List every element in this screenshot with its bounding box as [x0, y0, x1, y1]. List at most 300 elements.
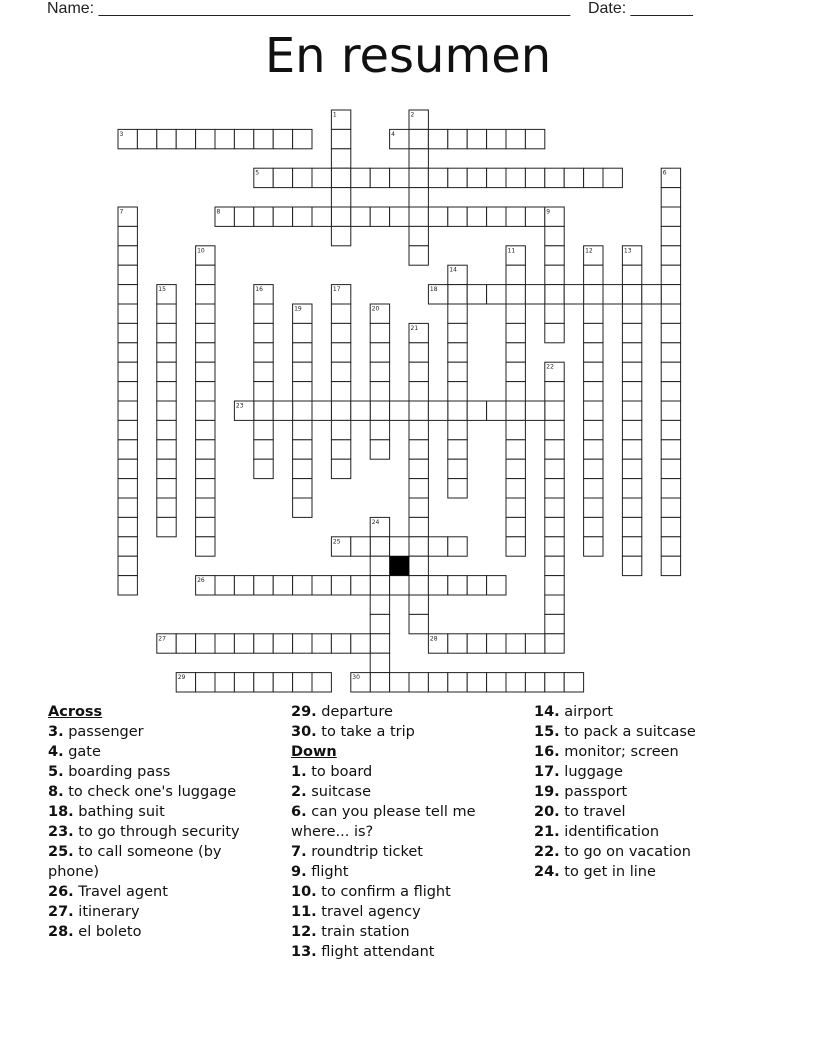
grid-cell[interactable]	[215, 576, 234, 595]
grid-cell[interactable]	[293, 362, 312, 381]
grid-cell[interactable]	[622, 362, 641, 381]
grid-cell[interactable]	[622, 517, 641, 536]
grid-cell[interactable]	[176, 634, 195, 653]
grid-cell[interactable]	[545, 265, 564, 284]
grid-cell[interactable]	[428, 168, 447, 187]
grid-cell[interactable]	[370, 537, 389, 556]
grid-cell[interactable]	[545, 323, 564, 342]
grid-cell[interactable]	[331, 149, 350, 168]
grid-cell[interactable]	[273, 673, 292, 692]
grid-cell[interactable]	[118, 285, 137, 304]
grid-cell[interactable]	[545, 576, 564, 595]
grid-cell[interactable]	[254, 382, 273, 401]
grid-cell[interactable]	[370, 440, 389, 459]
grid-cell[interactable]	[370, 420, 389, 439]
grid-cell[interactable]	[428, 207, 447, 226]
grid-cell[interactable]	[525, 673, 544, 692]
grid-cell[interactable]	[506, 634, 525, 653]
grid-cell[interactable]	[506, 479, 525, 498]
grid-cell[interactable]	[409, 168, 428, 187]
grid-cell[interactable]	[487, 576, 506, 595]
grid-cell[interactable]	[157, 479, 176, 498]
grid-cell[interactable]	[584, 517, 603, 536]
grid-cell[interactable]	[118, 459, 137, 478]
grid-cell[interactable]	[661, 285, 680, 304]
grid-cell[interactable]	[254, 401, 273, 420]
grid-cell[interactable]	[661, 440, 680, 459]
grid-cell[interactable]	[157, 440, 176, 459]
grid-cell[interactable]	[118, 362, 137, 381]
grid-cell[interactable]	[370, 362, 389, 381]
grid-cell[interactable]	[331, 304, 350, 323]
grid-cell[interactable]	[506, 459, 525, 478]
grid-cell[interactable]	[525, 168, 544, 187]
grid-cell[interactable]	[331, 207, 350, 226]
grid-cell[interactable]	[331, 401, 350, 420]
grid-cell[interactable]	[584, 459, 603, 478]
grid-cell[interactable]	[196, 459, 215, 478]
grid-cell[interactable]	[506, 168, 525, 187]
grid-cell[interactable]	[370, 614, 389, 633]
grid-cell[interactable]	[118, 498, 137, 517]
grid-cell[interactable]	[312, 401, 331, 420]
grid-cell[interactable]	[545, 556, 564, 575]
grid-cell[interactable]	[487, 285, 506, 304]
grid-cell[interactable]	[118, 246, 137, 265]
grid-cell[interactable]	[351, 537, 370, 556]
grid-cell[interactable]	[234, 576, 253, 595]
grid-cell[interactable]	[293, 459, 312, 478]
grid-cell[interactable]	[545, 517, 564, 536]
grid-cell[interactable]	[525, 207, 544, 226]
grid-cell[interactable]	[409, 537, 428, 556]
grid-cell[interactable]	[331, 420, 350, 439]
grid-cell[interactable]	[331, 362, 350, 381]
grid-cell[interactable]	[525, 634, 544, 653]
grid-cell[interactable]	[331, 323, 350, 342]
grid-cell[interactable]	[661, 498, 680, 517]
grid-cell[interactable]	[293, 343, 312, 362]
grid-cell[interactable]	[622, 440, 641, 459]
grid-cell[interactable]	[254, 634, 273, 653]
grid-cell[interactable]	[622, 498, 641, 517]
grid-cell[interactable]	[545, 168, 564, 187]
grid-cell[interactable]	[157, 382, 176, 401]
grid-cell[interactable]	[584, 362, 603, 381]
grid-cell[interactable]	[370, 653, 389, 672]
grid-cell[interactable]	[370, 401, 389, 420]
grid-cell[interactable]	[409, 401, 428, 420]
grid-cell[interactable]	[467, 168, 486, 187]
grid-cell[interactable]	[448, 420, 467, 439]
grid-cell[interactable]	[409, 614, 428, 633]
grid-cell[interactable]	[273, 401, 292, 420]
grid-cell[interactable]	[409, 556, 428, 575]
grid-cell[interactable]	[157, 498, 176, 517]
grid-cell[interactable]	[312, 673, 331, 692]
grid-cell[interactable]	[390, 673, 409, 692]
grid-cell[interactable]	[273, 576, 292, 595]
grid-cell[interactable]	[448, 207, 467, 226]
grid-cell[interactable]	[584, 420, 603, 439]
grid-cell[interactable]	[487, 634, 506, 653]
grid-cell[interactable]	[506, 498, 525, 517]
grid-cell[interactable]	[409, 362, 428, 381]
grid-cell[interactable]	[622, 285, 641, 304]
grid-cell[interactable]	[661, 362, 680, 381]
grid-cell[interactable]	[584, 479, 603, 498]
grid-cell[interactable]	[642, 285, 661, 304]
grid-cell[interactable]	[603, 285, 622, 304]
grid-cell[interactable]	[157, 420, 176, 439]
grid-cell[interactable]	[409, 246, 428, 265]
grid-cell[interactable]	[254, 362, 273, 381]
grid-cell[interactable]	[254, 420, 273, 439]
grid-cell[interactable]	[467, 673, 486, 692]
grid-cell[interactable]	[409, 459, 428, 478]
grid-cell[interactable]	[370, 556, 389, 575]
grid-cell[interactable]	[506, 362, 525, 381]
grid-cell[interactable]	[196, 537, 215, 556]
grid-cell[interactable]	[254, 459, 273, 478]
grid-cell[interactable]	[622, 304, 641, 323]
grid-cell[interactable]	[118, 265, 137, 284]
grid-cell[interactable]	[487, 129, 506, 148]
grid-cell[interactable]	[584, 382, 603, 401]
grid-cell[interactable]	[545, 614, 564, 633]
grid-cell[interactable]	[293, 129, 312, 148]
grid-cell[interactable]	[506, 440, 525, 459]
grid-cell[interactable]	[293, 576, 312, 595]
grid-cell[interactable]	[118, 517, 137, 536]
grid-cell[interactable]	[118, 420, 137, 439]
grid-cell[interactable]	[254, 343, 273, 362]
grid-cell[interactable]	[293, 168, 312, 187]
grid-cell[interactable]	[331, 168, 350, 187]
grid-cell[interactable]	[506, 285, 525, 304]
grid-cell[interactable]	[370, 382, 389, 401]
grid-cell[interactable]	[487, 401, 506, 420]
grid-cell[interactable]	[448, 343, 467, 362]
grid-cell[interactable]	[196, 323, 215, 342]
grid-cell[interactable]	[390, 207, 409, 226]
grid-cell[interactable]	[390, 537, 409, 556]
grid-cell[interactable]	[584, 440, 603, 459]
grid-cell[interactable]	[370, 207, 389, 226]
grid-cell[interactable]	[545, 459, 564, 478]
grid-cell[interactable]	[622, 459, 641, 478]
grid-cell[interactable]	[622, 556, 641, 575]
grid-cell[interactable]	[196, 479, 215, 498]
grid-cell[interactable]	[622, 323, 641, 342]
grid-cell[interactable]	[409, 576, 428, 595]
grid-cell[interactable]	[293, 634, 312, 653]
grid-cell[interactable]	[370, 576, 389, 595]
grid-cell[interactable]	[487, 168, 506, 187]
grid-cell[interactable]	[293, 440, 312, 459]
grid-cell[interactable]	[331, 576, 350, 595]
grid-cell[interactable]	[448, 459, 467, 478]
grid-cell[interactable]	[428, 401, 447, 420]
grid-cell[interactable]	[506, 265, 525, 284]
grid-cell[interactable]	[118, 226, 137, 245]
grid-cell[interactable]	[448, 382, 467, 401]
grid-cell[interactable]	[584, 343, 603, 362]
grid-cell[interactable]	[622, 382, 641, 401]
grid-cell[interactable]	[448, 440, 467, 459]
grid-cell[interactable]	[196, 265, 215, 284]
grid-cell[interactable]	[293, 401, 312, 420]
grid-cell[interactable]	[409, 149, 428, 168]
grid-cell[interactable]	[545, 440, 564, 459]
grid-cell[interactable]	[467, 576, 486, 595]
grid-cell[interactable]	[448, 129, 467, 148]
grid-cell[interactable]	[584, 304, 603, 323]
grid-cell[interactable]	[157, 343, 176, 362]
grid-cell[interactable]	[409, 188, 428, 207]
grid-cell[interactable]	[370, 595, 389, 614]
grid-cell[interactable]	[564, 168, 583, 187]
grid-cell[interactable]	[448, 537, 467, 556]
grid-cell[interactable]	[293, 498, 312, 517]
grid-cell[interactable]	[157, 362, 176, 381]
grid-cell[interactable]	[215, 129, 234, 148]
grid-cell[interactable]	[448, 304, 467, 323]
grid-cell[interactable]	[196, 343, 215, 362]
grid-cell[interactable]	[390, 401, 409, 420]
grid-cell[interactable]	[331, 226, 350, 245]
grid-cell[interactable]	[467, 285, 486, 304]
grid-cell[interactable]	[157, 323, 176, 342]
grid-cell[interactable]	[196, 517, 215, 536]
grid-cell[interactable]	[273, 168, 292, 187]
grid-cell[interactable]	[428, 673, 447, 692]
grid-cell[interactable]	[157, 459, 176, 478]
grid-cell[interactable]	[254, 440, 273, 459]
grid-cell[interactable]	[409, 420, 428, 439]
grid-cell[interactable]	[254, 304, 273, 323]
grid-cell[interactable]	[215, 673, 234, 692]
grid-cell[interactable]	[118, 401, 137, 420]
grid-cell[interactable]	[448, 362, 467, 381]
grid-cell[interactable]	[661, 265, 680, 284]
grid-cell[interactable]	[331, 343, 350, 362]
grid-cell[interactable]	[196, 285, 215, 304]
grid-cell[interactable]	[409, 129, 428, 148]
grid-cell[interactable]	[157, 401, 176, 420]
grid-cell[interactable]	[545, 634, 564, 653]
grid-cell[interactable]	[254, 207, 273, 226]
grid-cell[interactable]	[661, 517, 680, 536]
grid-cell[interactable]	[409, 382, 428, 401]
grid-cell[interactable]	[584, 401, 603, 420]
grid-cell[interactable]	[661, 401, 680, 420]
grid-cell[interactable]	[118, 382, 137, 401]
grid-cell[interactable]	[254, 673, 273, 692]
grid-cell[interactable]	[157, 517, 176, 536]
grid-cell[interactable]	[370, 673, 389, 692]
grid-cell[interactable]	[545, 420, 564, 439]
grid-cell[interactable]	[448, 479, 467, 498]
grid-cell[interactable]	[196, 129, 215, 148]
grid-cell[interactable]	[351, 401, 370, 420]
grid-cell[interactable]	[234, 673, 253, 692]
grid-cell[interactable]	[545, 401, 564, 420]
grid-cell[interactable]	[118, 323, 137, 342]
grid-cell[interactable]	[428, 537, 447, 556]
grid-cell[interactable]	[622, 420, 641, 439]
grid-cell[interactable]	[293, 420, 312, 439]
grid-cell[interactable]	[467, 401, 486, 420]
grid-cell[interactable]	[390, 168, 409, 187]
grid-cell[interactable]	[234, 634, 253, 653]
name-date-line[interactable]: Name: _____________________________________________________ Date: _______	[47, 0, 693, 17]
grid-cell[interactable]	[448, 401, 467, 420]
grid-cell[interactable]	[196, 634, 215, 653]
grid-cell[interactable]	[273, 207, 292, 226]
grid-cell[interactable]	[118, 440, 137, 459]
grid-cell[interactable]	[409, 440, 428, 459]
grid-cell[interactable]	[545, 382, 564, 401]
grid-cell[interactable]	[622, 537, 641, 556]
grid-cell[interactable]	[196, 382, 215, 401]
grid-cell[interactable]	[467, 634, 486, 653]
grid-cell[interactable]	[506, 401, 525, 420]
grid-cell[interactable]	[506, 304, 525, 323]
grid-cell[interactable]	[525, 401, 544, 420]
grid-cell[interactable]	[506, 537, 525, 556]
grid-cell[interactable]	[118, 576, 137, 595]
grid-cell[interactable]	[545, 304, 564, 323]
grid-cell[interactable]	[312, 207, 331, 226]
grid-cell[interactable]	[215, 634, 234, 653]
grid-cell[interactable]	[118, 556, 137, 575]
grid-cell[interactable]	[545, 498, 564, 517]
grid-cell[interactable]	[331, 459, 350, 478]
grid-cell[interactable]	[448, 168, 467, 187]
grid-cell[interactable]	[661, 382, 680, 401]
grid-cell[interactable]	[661, 323, 680, 342]
grid-cell[interactable]	[409, 479, 428, 498]
grid-cell[interactable]	[622, 265, 641, 284]
grid-cell[interactable]	[409, 517, 428, 536]
grid-cell[interactable]	[506, 420, 525, 439]
grid-cell[interactable]	[370, 634, 389, 653]
grid-cell[interactable]	[448, 576, 467, 595]
grid-cell[interactable]	[331, 634, 350, 653]
grid-cell[interactable]	[409, 595, 428, 614]
grid-cell[interactable]	[196, 498, 215, 517]
grid-cell[interactable]	[661, 459, 680, 478]
grid-cell[interactable]	[661, 246, 680, 265]
grid-cell[interactable]	[196, 673, 215, 692]
grid-cell[interactable]	[157, 304, 176, 323]
grid-cell[interactable]	[293, 323, 312, 342]
grid-cell[interactable]	[234, 207, 253, 226]
grid-cell[interactable]	[487, 673, 506, 692]
grid-cell[interactable]	[234, 129, 253, 148]
grid-cell[interactable]	[661, 207, 680, 226]
grid-cell[interactable]	[409, 226, 428, 245]
grid-cell[interactable]	[293, 479, 312, 498]
grid-cell[interactable]	[312, 576, 331, 595]
grid-cell[interactable]	[157, 129, 176, 148]
grid-cell[interactable]	[351, 576, 370, 595]
grid-cell[interactable]	[351, 634, 370, 653]
grid-cell[interactable]	[584, 265, 603, 284]
grid-cell[interactable]	[506, 673, 525, 692]
grid-cell[interactable]	[351, 168, 370, 187]
grid-cell[interactable]	[196, 440, 215, 459]
grid-cell[interactable]	[622, 401, 641, 420]
grid-cell[interactable]	[331, 129, 350, 148]
grid-cell[interactable]	[622, 479, 641, 498]
grid-cell[interactable]	[448, 673, 467, 692]
grid-cell[interactable]	[661, 479, 680, 498]
grid-cell[interactable]	[370, 323, 389, 342]
grid-cell[interactable]	[545, 673, 564, 692]
grid-cell[interactable]	[370, 343, 389, 362]
grid-cell[interactable]	[312, 168, 331, 187]
grid-cell[interactable]	[118, 343, 137, 362]
grid-cell[interactable]	[293, 382, 312, 401]
grid-cell[interactable]	[428, 129, 447, 148]
grid-cell[interactable]	[196, 401, 215, 420]
grid-cell[interactable]	[118, 479, 137, 498]
grid-cell[interactable]	[331, 188, 350, 207]
grid-cell[interactable]	[584, 168, 603, 187]
grid-cell[interactable]	[137, 129, 156, 148]
grid-cell[interactable]	[525, 129, 544, 148]
grid-cell[interactable]	[584, 498, 603, 517]
grid-cell[interactable]	[312, 634, 331, 653]
grid-cell[interactable]	[584, 285, 603, 304]
grid-cell[interactable]	[622, 343, 641, 362]
grid-cell[interactable]	[487, 207, 506, 226]
grid-cell[interactable]	[525, 285, 544, 304]
grid-cell[interactable]	[545, 226, 564, 245]
grid-cell[interactable]	[176, 129, 195, 148]
grid-cell[interactable]	[506, 343, 525, 362]
grid-cell[interactable]	[409, 207, 428, 226]
grid-cell[interactable]	[409, 343, 428, 362]
grid-cell[interactable]	[448, 323, 467, 342]
grid-cell[interactable]	[545, 246, 564, 265]
grid-cell[interactable]	[273, 634, 292, 653]
grid-cell[interactable]	[506, 323, 525, 342]
grid-cell[interactable]	[390, 576, 409, 595]
grid-cell[interactable]	[118, 537, 137, 556]
grid-cell[interactable]	[545, 595, 564, 614]
grid-cell[interactable]	[584, 323, 603, 342]
grid-cell[interactable]	[545, 285, 564, 304]
grid-cell[interactable]	[564, 285, 583, 304]
grid-cell[interactable]	[584, 537, 603, 556]
grid-cell[interactable]	[545, 479, 564, 498]
grid-cell[interactable]	[545, 537, 564, 556]
grid-cell[interactable]	[661, 420, 680, 439]
grid-cell[interactable]	[448, 634, 467, 653]
grid-cell[interactable]	[118, 304, 137, 323]
grid-cell[interactable]	[293, 207, 312, 226]
grid-cell[interactable]	[506, 517, 525, 536]
grid-cell[interactable]	[506, 382, 525, 401]
grid-cell[interactable]	[564, 673, 583, 692]
grid-cell[interactable]	[661, 226, 680, 245]
grid-cell[interactable]	[603, 168, 622, 187]
grid-cell[interactable]	[506, 207, 525, 226]
grid-cell[interactable]	[273, 129, 292, 148]
